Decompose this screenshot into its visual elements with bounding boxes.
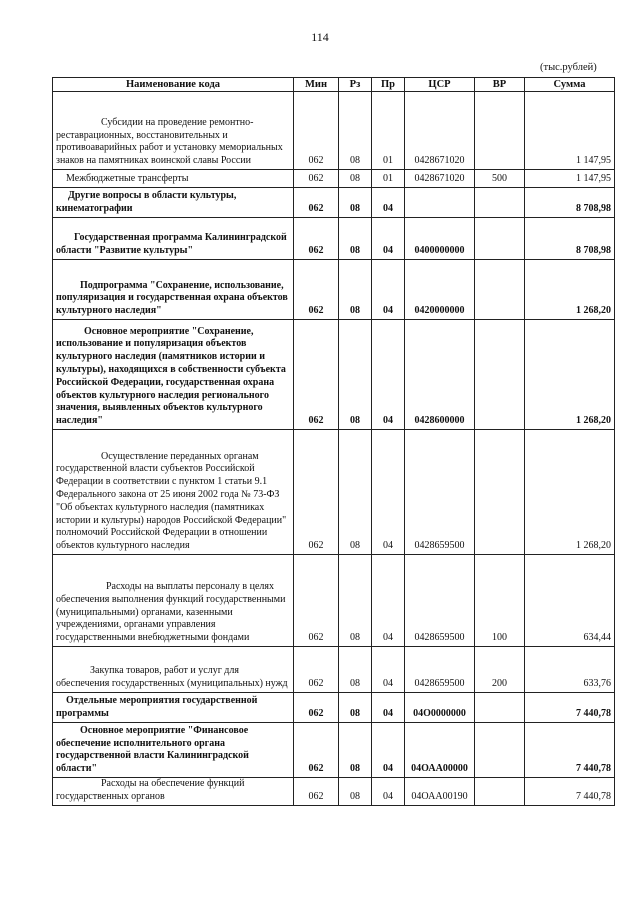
row-rz: 08	[339, 555, 372, 647]
row-name: Межбюджетные трансферты	[66, 173, 189, 185]
table-row	[53, 92, 615, 170]
row-name: Закупка товаров, работ и услуг для обеспечения государственных (муниципальных) нужд	[56, 665, 288, 690]
row-pr: 04	[372, 218, 405, 260]
row-sum: 1 147,95	[525, 170, 615, 188]
row-name: Основное мероприятие "Сохранение, использование и популяризация объектов культурного наследия (памятников истории и культуры), находящихся в собственности субъекта Российской Федерации, государственная охрана объектов культурного наследия регионального значения, выявленных объектов культурного наследия"	[56, 325, 286, 427]
row-min: 062	[294, 555, 339, 647]
row-min: 062	[294, 188, 339, 218]
row-csr: 0428659500	[405, 430, 475, 555]
row-name: Расходы на выплаты персоналу в целях обеспечения выполнения функций государственными (муниципальными) органами, казенными учреждениями, органами управления государственными внебюджетными фондами	[56, 581, 286, 644]
row-sum: 1 147,95	[525, 92, 615, 170]
header-min: Мин	[294, 78, 339, 92]
row-name: Другие вопросы в области культуры, кинематографии	[56, 190, 237, 215]
row-csr: 0428659500	[405, 647, 475, 693]
row-vr: 100	[475, 555, 525, 647]
header-sum: Сумма	[525, 78, 615, 92]
row-name: Отдельные мероприятия государственной программы	[56, 695, 258, 720]
header-vr: ВР	[475, 78, 525, 92]
table-row	[53, 218, 615, 260]
table-row	[53, 170, 615, 188]
row-rz: 08	[339, 188, 372, 218]
row-sum: 8 708,98	[525, 218, 615, 260]
row-pr: 04	[372, 693, 405, 723]
table-row	[53, 778, 615, 806]
row-pr: 04	[372, 430, 405, 555]
row-rz: 08	[339, 320, 372, 430]
row-vr	[475, 260, 525, 320]
row-sum: 7 440,78	[525, 693, 615, 723]
row-min: 062	[294, 320, 339, 430]
table-row	[53, 260, 615, 320]
table-row	[53, 647, 615, 693]
header-name: Наименование кода	[53, 78, 294, 92]
row-min: 062	[294, 92, 339, 170]
row-name: Подпрограмма "Сохранение, использование, популяризация и государственная охрана объектов культурного наследия"	[56, 279, 288, 317]
row-vr	[475, 723, 525, 778]
row-vr: 500	[475, 170, 525, 188]
row-sum: 7 440,78	[525, 723, 615, 778]
row-vr: 200	[475, 647, 525, 693]
row-vr	[475, 188, 525, 218]
table-row	[53, 430, 615, 555]
row-pr: 01	[372, 170, 405, 188]
row-sum: 1 268,20	[525, 260, 615, 320]
header-rz: Рз	[339, 78, 372, 92]
row-rz: 08	[339, 693, 372, 723]
row-rz: 08	[339, 723, 372, 778]
row-vr	[475, 92, 525, 170]
row-name: Расходы на обеспечение функций государственных органов	[56, 778, 245, 803]
row-csr: 0428659500	[405, 555, 475, 647]
row-name: Осуществление переданных органам государственной власти субъектов Российской Федерации в соответствии с пунктом 1 статьи 9.1 Федерального закона от 25 июня 2002 года № 73-ФЗ "Об объектах культурного наследия (памятниках истории и культуры) народов Российской Федерации" полномочий Российской Федерации в отношении объектов культурного наследия	[56, 450, 287, 552]
table-row	[53, 555, 615, 647]
row-sum: 633,76	[525, 647, 615, 693]
row-csr: 0428600000	[405, 320, 475, 430]
row-vr	[475, 218, 525, 260]
row-sum: 634,44	[525, 555, 615, 647]
unit-note: (тыс.рублей)	[540, 62, 597, 73]
row-rz: 08	[339, 218, 372, 260]
header-pr: Пр	[372, 78, 405, 92]
table-row	[53, 188, 615, 218]
row-csr: 04ОАА00190	[405, 778, 475, 806]
row-min: 062	[294, 170, 339, 188]
row-min: 062	[294, 218, 339, 260]
row-min: 062	[294, 778, 339, 806]
row-sum: 1 268,20	[525, 320, 615, 430]
row-rz: 08	[339, 260, 372, 320]
table-header-row	[53, 78, 615, 92]
row-name: Субсидии на проведение ремонтно-реставрационных, восстановительных и противоаварийных работ и установку мемориальных знаков на памятниках воинской славы России	[56, 116, 283, 167]
row-sum: 1 268,20	[525, 430, 615, 555]
row-pr: 04	[372, 260, 405, 320]
row-pr: 04	[372, 647, 405, 693]
row-vr	[475, 320, 525, 430]
table-row	[53, 693, 615, 723]
row-rz: 08	[339, 170, 372, 188]
row-sum: 7 440,78	[525, 778, 615, 806]
row-pr: 01	[372, 92, 405, 170]
row-min: 062	[294, 693, 339, 723]
row-rz: 08	[339, 647, 372, 693]
row-rz: 08	[339, 778, 372, 806]
row-csr	[405, 188, 475, 218]
row-csr: 0428671020	[405, 170, 475, 188]
row-rz: 08	[339, 430, 372, 555]
row-csr: 04О0000000	[405, 693, 475, 723]
row-pr: 04	[372, 778, 405, 806]
row-min: 062	[294, 723, 339, 778]
row-name: Основное мероприятие "Финансовое обеспечение исполнительного органа государственной власти Калининградской области"	[56, 724, 249, 775]
row-vr	[475, 430, 525, 555]
row-min: 062	[294, 260, 339, 320]
table-row	[53, 723, 615, 778]
row-csr: 0420000000	[405, 260, 475, 320]
row-rz: 08	[339, 92, 372, 170]
row-min: 062	[294, 430, 339, 555]
row-csr: 0428671020	[405, 92, 475, 170]
row-sum: 8 708,98	[525, 188, 615, 218]
row-min: 062	[294, 647, 339, 693]
row-pr: 04	[372, 320, 405, 430]
row-name: Государственная программа Калининградской области "Развитие культуры"	[56, 232, 287, 257]
page-number: 114	[311, 30, 329, 44]
row-pr: 04	[372, 188, 405, 218]
row-csr: 0400000000	[405, 218, 475, 260]
header-csr: ЦСР	[405, 78, 475, 92]
row-csr: 04ОАА00000	[405, 723, 475, 778]
table-row	[53, 320, 615, 430]
row-vr	[475, 778, 525, 806]
row-pr: 04	[372, 723, 405, 778]
budget-table	[52, 77, 615, 806]
row-vr	[475, 693, 525, 723]
row-pr: 04	[372, 555, 405, 647]
